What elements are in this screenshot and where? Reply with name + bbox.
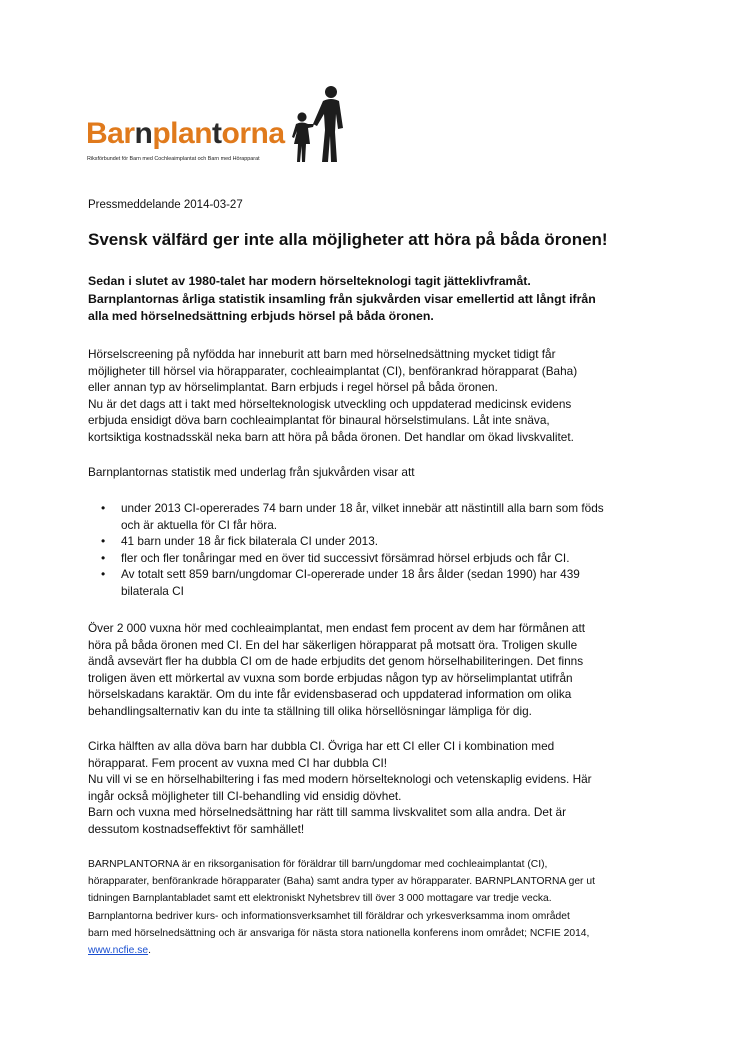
text-line: Nu vill vi se en hörselhabiltering i fas med modern hörselteknologi och vetenskaplig evidens. Här [88,772,592,786]
footer-line: barn med hörselnedsättning och är ansvariga för nästa stora nationella konferens inom området; NCFIE 2014, [88,927,590,939]
logo-wordmark: Barnplantorna [86,117,285,150]
text-line: dessutom kostnadseffektivt för samhället! [88,821,305,836]
text-line: Över 2 000 vuxna hör med cochleaimplantat, men endast fem procent av dem har förmånen att [88,621,586,635]
press-release-date: Pressmeddelande 2014-03-27 [88,199,243,211]
organization-footer [88,856,668,959]
list-item [88,533,668,550]
footer-line: tidningen Barnplantabladet samt ett elektroniskt Nyhetsbrev till över 3 000 mottagare var tredje vecka. [88,893,552,905]
text-line: • fler och fler tonåringar med en över tid successivt försämrad hörsel erbjuds och får CI. [121,550,570,565]
text-line: höra på båda öronen med CI. En del har säkerligen hörapparat på motsatt öra. Troligen skulle [88,637,578,652]
footer-period: . [148,945,151,957]
text-line: • Av totalt sett 859 barn/ungdomar CI-opererade under 18 års ålder (sedan 1990) har 439 [121,567,580,581]
text-line: behandlingsalternativ kan du inte ta ställning till olika hörsellösningar lämpliga för dig. [88,703,532,718]
text-line: Barn och vuxna med hörselnedsättning har rätt till samma livskvalitet som alla andra. Det är [88,805,566,819]
list-item [88,550,668,567]
page-title: Svensk välfärd ger inte alla möjligheter att höra på båda öronen! [88,230,608,249]
logo-subtitle: Riksförbundet för Barn med Cochleaimplantat och Barn med Hörapparat [87,156,260,162]
footer-link-line [88,942,668,959]
text-line: troligen även ett mörkertal av vuxna som borde erbjudas någon typ av hörselimplantat utifrån [88,670,573,685]
body-paragraph-statistics-intro [88,464,668,481]
barnplantorna-logo [86,84,358,164]
text-line: • under 2013 CI-opererades 74 barn under 18 år, vilket innebär att nästintill alla barn som föds [121,501,604,515]
ncfie-link[interactable]: www.ncfie.se [88,945,149,957]
footer-line: hörapparater, benförankrade hörapparater (Baha) samt andra typer av hörapparater. BARNPLANTORNA ger ut [88,876,595,888]
text-line: bilaterala CI [121,583,184,598]
footer-line: BARNPLANTORNA är en riksorganisation för föräldrar till barn/ungdomar med cochleaimplantat (CI), [88,859,548,870]
text-line: Barnplantornas statistik med underlag från sjukvården visar att [88,465,415,479]
parent-child-silhouette-icon [289,84,353,164]
body-paragraph-screening [88,346,668,445]
text-line: ingår också möjligheter till CI-behandling vid ensidig dövhet. [88,788,402,803]
text-line: Cirka hälften av alla döva barn har dubbla CI. Övriga har ett CI eller CI i kombination med [88,739,555,753]
statistics-bullet-list [88,500,668,599]
lead-paragraph [88,273,663,326]
lead-line: Sedan i slutet av 1980-talet har modern hörselteknologi tagit jätteklivframåt. [88,274,531,288]
lead-line: alla med hörselnedsättning erbjuds hörsel på båda öronen. [88,309,434,323]
text-line: kortsiktiga kostnadsskäl neka barn att höra på båda öronen. Det handlar om ökad livskvalitet. [88,429,574,444]
text-line: och är aktuella för CI får höra. [121,517,278,532]
text-line: ändå avsevärt fler ha dubbla CI om de hade erbjudits det genom hörselhabiliteringen. Det finns [88,654,584,668]
text-line: hörapparat. Fem procent av vuxna med CI har dubbla CI! [88,755,388,770]
text-line: möjligheter till hörsel via hörapparater, cochleaimplantat (CI), benförankrad hörapparat (Baha) [88,363,578,378]
text-line: eller annan typ av hörselimplantat. Barn erbjuds i regel hörsel på båda öronen. [88,380,498,394]
body-paragraph-conclusion [88,738,668,837]
text-line: erbjuda ensidigt döva barn cochleaimplantat för binaural hörselstimulans. Låt inte snäva, [88,413,550,427]
list-item [88,500,668,533]
footer-line: Barnplantorna bedriver kurs- och informationsverksamhet till föräldrar och yrkesverksamma inom området [88,910,570,922]
list-item [88,566,668,599]
text-line: Hörselscreening på nyfödda har inneburit att barn med hörselnedsättning mycket tidigt får [88,347,556,361]
text-line: hörselskadans karaktär. Om du inte får evidensbaserad och uppdaterad information om olika [88,687,572,701]
lead-line: Barnplantornas årliga statistik insamling från sjukvården visar emellertid att långt ifrån [88,291,596,306]
body-paragraph-adults [88,620,668,719]
text-line: • 41 barn under 18 år fick bilaterala CI under 2013. [121,534,379,548]
text-line: Nu är det dags att i takt med hörselteknologisk utveckling och uppdaterad medicinsk evidens [88,396,572,411]
